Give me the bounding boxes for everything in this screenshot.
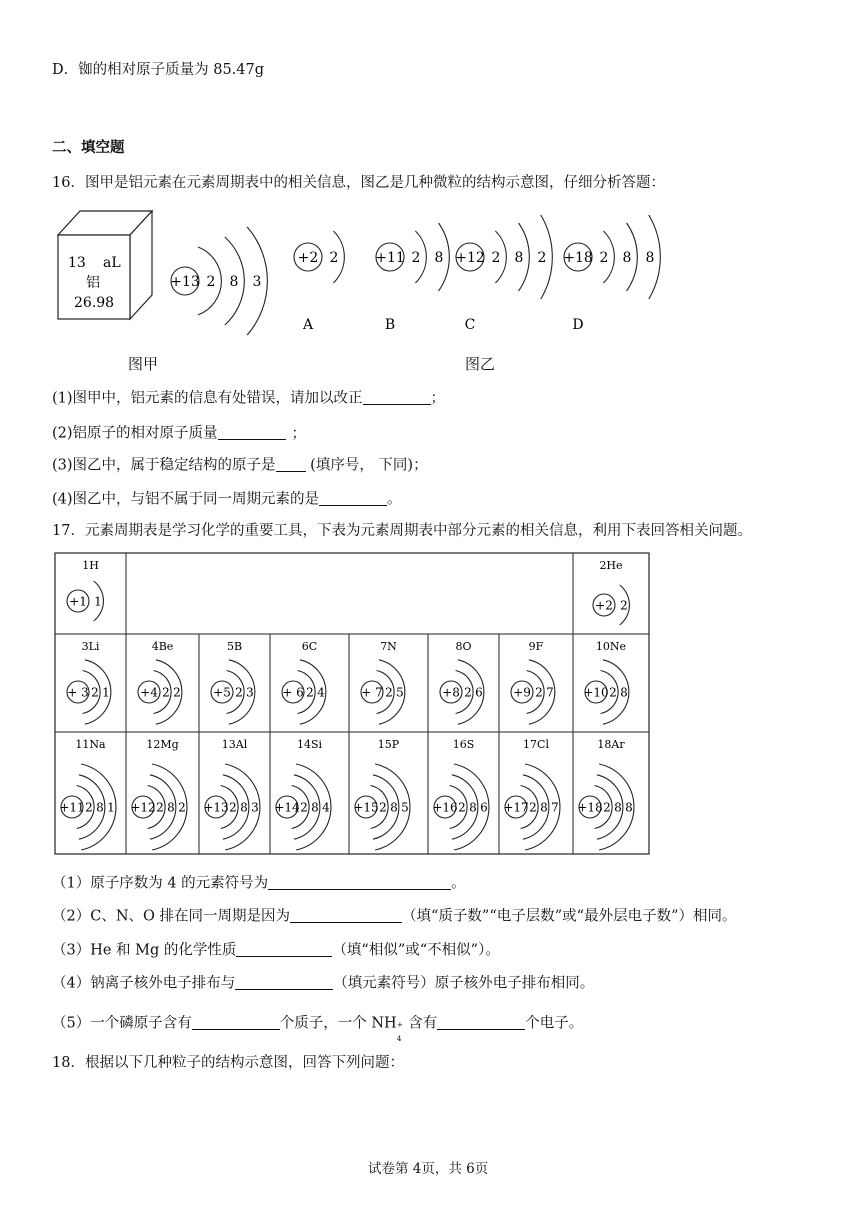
nucleus-charge: +17 [503,800,529,815]
atom-structure-diagram [353,764,410,850]
card-symbol: aL [103,255,121,271]
periodic-table-cell [440,640,484,724]
periodic-table-cell [583,640,629,724]
element-name: 18Ar [597,738,625,751]
element-name: 6C [301,640,318,653]
periodic-table-cell [511,640,555,724]
atom-structure-diagram [440,660,484,724]
particle-label: C [464,317,476,333]
electron-count: 8 [240,800,248,815]
nucleus-charge: +14 [274,800,300,815]
electron-count: 2 [85,800,93,815]
electron-count: 8 [167,800,175,815]
electron-count: 2 [300,800,308,815]
nucleus-charge: +11 [375,250,405,267]
periodic-table-cell [361,640,405,724]
atom-structure-diagram [375,223,449,291]
answer-blank[interactable] [236,941,332,957]
periodic-table-cell [282,640,326,724]
answer-blank[interactable] [437,1014,525,1030]
nucleus-charge: +15 [353,800,379,815]
periodic-table-cell [138,640,182,724]
atom-structure-diagram [138,660,182,724]
element-name: 15P [377,738,400,751]
electron-count: 2 [178,800,186,815]
electron-count: 2 [411,250,421,267]
nucleus-charge: +11 [59,800,85,815]
atom-structure-diagram [294,231,344,283]
electron-count: 2 [385,685,393,700]
electron-count: 8 [625,800,633,815]
electron-count: 4 [322,800,330,815]
nucleus-charge: +13 [203,800,229,815]
q17-sub1: （1）原子序数为 4 的元素符号为 。 [52,875,466,892]
periodic-table-cell [432,738,489,850]
card-mass: 26.98 [74,295,115,311]
answer-blank[interactable] [268,874,451,890]
periodic-table-cell [203,738,260,850]
element-name: 4Be [151,640,174,653]
page-footer: 试卷第 4页，共 6页 [368,1161,489,1177]
nucleus-charge: +8 [442,685,460,700]
electron-count: 3 [252,274,262,291]
electron-count: 8 [645,250,655,267]
element-name: 10Ne [595,640,627,653]
electron-count: 2 [529,800,537,815]
electron-count: 8 [434,250,444,267]
atom-structure-diagram [432,764,489,850]
particle-label: A [302,317,314,333]
electron-count: 2 [206,274,216,291]
element-name: 17Cl [523,738,549,751]
card-name: 铝 [86,275,100,291]
nucleus-charge: +12 [455,250,485,267]
q17-sub2: （2）C、N、O 排在同一周期是因为 （填“质子数”“电子层数”或“最外层电子数”）相同。 [52,908,737,925]
q17-stem: 17．元素周期表是学习化学的重要工具，下表为元素周期表中部分元素的相关信息，利用下表回答相关问题。 [52,523,752,539]
electron-count: 2 [620,598,628,613]
element-name: 12Mg [146,738,179,751]
electron-count: 1 [107,800,115,815]
periodic-table-cell [503,738,560,850]
atom-structure-diagram [67,581,103,621]
electron-count: 5 [401,800,409,815]
q17-sub4: （4）钠离子核外电子排布与 （填元素符号）原子核外电子排布相同。 [52,975,595,992]
electron-count: 2 [91,685,99,700]
option-d: D．铷的相对原子质量为 85.47g [52,62,265,78]
nucleus-charge: +18 [577,800,603,815]
electron-count: 2 [491,250,501,267]
electron-count: 2 [458,800,466,815]
electron-count: 2 [379,800,387,815]
answer-blank[interactable] [276,456,306,472]
electron-count: 8 [622,250,632,267]
electron-count: 8 [620,685,628,700]
caption-yi: 图乙 [465,355,496,373]
electron-count: 2 [464,685,472,700]
electron-count: 1 [94,594,102,609]
q16-sub3: (3)图乙中，属于稳定结构的原子是 (填序号， 下同)； [52,457,428,474]
electron-count: 3 [251,800,259,815]
element-name: 9F [528,640,544,653]
element-name: 11Na [75,738,106,751]
particle-label: D [572,317,584,333]
electron-count: 2 [162,685,170,700]
element-name: 16S [452,738,475,751]
element-name: 8O [455,640,472,653]
aluminum-element-card [58,211,152,319]
atom-structure-diagram [211,660,255,724]
atom-structure-diagram [511,660,555,724]
atom-structure-diagram [170,227,267,335]
answer-blank[interactable] [235,974,333,990]
q17-sub5: （5）一个磷原子含有 个质子，一个 NH + 4 含有 个电子。 [52,1015,584,1043]
q18-stem: 18．根据以下几种粒子的结构示意图，回答下列问题： [52,1055,404,1071]
electron-count: 3 [246,685,254,700]
atom-structure-diagram [282,660,326,724]
nucleus-charge: +4 [140,685,158,700]
answer-blank[interactable] [319,490,387,506]
nucleus-charge: + 7 [361,685,383,700]
q16-figure [0,195,860,380]
element-name: 14Si [296,738,323,751]
nucleus-charge: +13 [170,274,200,291]
caption-jia: 图甲 [128,355,159,373]
q16-stem: 16．图甲是铝元素在元素周期表中的相关信息，图乙是几种微粒的结构示意图，仔细分析答题： [52,175,665,191]
nucleus-charge: +12 [130,800,156,815]
nucleus-charge: +16 [432,800,458,815]
atom-structure-diagram [455,215,552,299]
q17-sub3: （3）He 和 Mg 的化学性质 （填“相似”或“不相似”）。 [52,942,500,959]
electron-count: 6 [480,800,488,815]
electron-count: 4 [317,685,325,700]
nucleus-charge: +18 [563,250,593,267]
electron-count: 6 [475,685,483,700]
atom-structure-diagram [274,764,331,850]
periodic-table-cell [593,559,629,625]
atom-structure-diagram [203,764,260,850]
nucleus-charge: +2 [297,250,319,267]
card-number: 13 [68,255,86,271]
electron-count: 2 [173,685,181,700]
element-name: 3Li [81,640,100,653]
electron-count: 2 [535,685,543,700]
periodic-table-cell [67,640,111,724]
answer-blank[interactable] [363,389,431,405]
element-name: 13Al [221,738,248,751]
periodic-table-cell [577,738,634,850]
element-name: 7N [380,640,397,653]
nucleus-charge: +5 [213,685,231,700]
q16-sub1: (1)图甲中，铝元素的信息有处错误，请加以改正 ； [52,390,446,407]
electron-count: 2 [235,685,243,700]
atom-structure-diagram [503,764,560,850]
nucleus-charge: + 6 [282,685,304,700]
nucleus-charge: +10 [583,685,609,700]
q16-sub2: (2)铝原子的相对原子质量 ； [52,425,307,442]
atom-structure-diagram [67,660,111,724]
periodic-table [0,550,860,860]
atom-structure-diagram [593,585,629,625]
electron-count: 7 [546,685,554,700]
atom-structure-diagram [577,764,634,850]
periodic-table-cell [59,738,116,850]
nucleus-charge: +2 [595,598,613,613]
electron-count: 8 [229,274,239,291]
section-title: 二、填空题 [52,139,125,156]
electron-count: 8 [514,250,524,267]
electron-count: 2 [599,250,609,267]
electron-count: 8 [311,800,319,815]
q16-sub4: (4)图乙中，与铝不属于同一周期元素的是 。 [52,491,402,508]
periodic-table-cell [274,738,331,850]
electron-count: 2 [537,250,547,267]
periodic-table-cell [67,559,103,621]
periodic-table-cell [130,738,187,850]
atom-structure-diagram [130,764,187,850]
electron-count: 2 [603,800,611,815]
electron-count: 8 [469,800,477,815]
nucleus-charge: +1 [69,594,87,609]
element-name: 1H [82,559,99,572]
particle-label: B [384,317,396,333]
periodic-table-cell [353,738,410,850]
answer-blank[interactable] [290,907,402,923]
atom-structure-diagram [59,764,116,850]
nucleus-charge: + 3 [67,685,89,700]
electron-count: 2 [229,800,237,815]
electron-count: 5 [396,685,404,700]
periodic-table-cell [211,640,255,724]
electron-count: 8 [540,800,548,815]
atom-structure-diagram [563,215,660,299]
electron-count: 2 [156,800,164,815]
nucleus-charge: +9 [513,685,531,700]
electron-count: 7 [551,800,559,815]
electron-count: 2 [329,250,339,267]
answer-blank[interactable] [218,424,286,440]
electron-count: 8 [614,800,622,815]
atom-structure-diagram [583,660,629,724]
atom-structure-diagram [361,660,405,724]
element-name: 5B [226,640,243,653]
answer-blank[interactable] [192,1014,280,1030]
electron-count: 2 [306,685,314,700]
electron-count: 1 [102,685,110,700]
electron-count: 2 [609,685,617,700]
electron-count: 8 [96,800,104,815]
element-name: 2He [599,559,623,572]
electron-count: 8 [390,800,398,815]
